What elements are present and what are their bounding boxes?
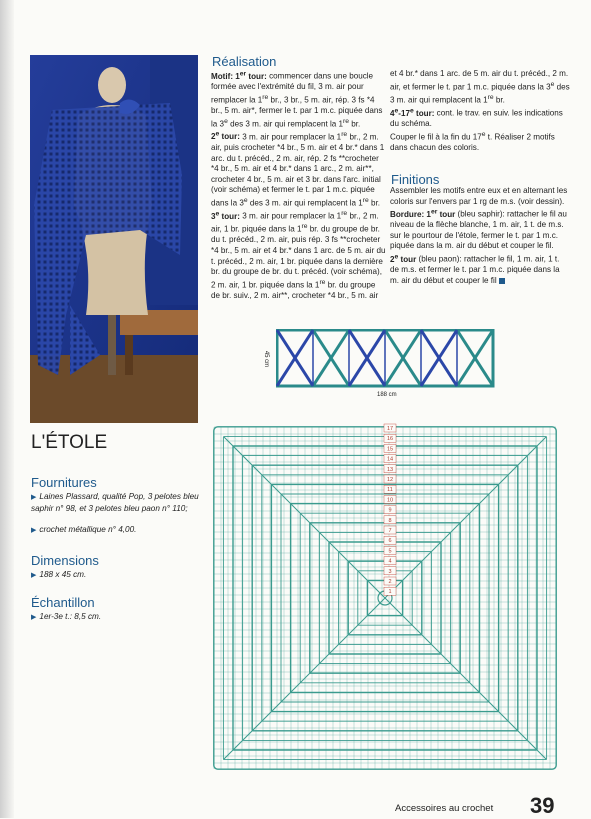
shawl-photo: [30, 55, 198, 423]
finitions-body: Assembler les motifs entre eux et en alternant les coloris sur l'envers par 1 rg de m.s. (voir dessin). Bordure: 1er tour (bleu saphir): rattacher le fil au niveau de la flèche blanche, 1 m. air, 1 t. de m.s. sur le pourtour de l'étole, fermer le t. par 1 m.c. piquée dans la m. air du début et couper le fil. 2e tour (bleu paon): rattacher le fil, 1 m. air, 1 t. de m.s. et fermer le t. par 1 m.c. piquée dans la m. air du début et couper le fil: [390, 186, 568, 285]
schema-width-label: 188 cm: [377, 392, 397, 398]
fournitures-item-1-text: Laines Plassard, qualité Pop, 3 pelotes bleu saphir n° 98, et 3 pelotes bleu paon n° 110;: [31, 492, 199, 513]
fournitures-item-2-text: crochet métallique n° 4,00.: [39, 525, 137, 534]
bullet-icon: ▶: [31, 572, 37, 579]
svg-text:15: 15: [386, 446, 394, 453]
svg-text:13: 13: [386, 466, 394, 473]
realisation-text-col2: et 4 br.* dans 1 arc. de 5 m. air du t. précéd., 2 m. air, et fermer le t. par 1 m.c. piquée dans la 3e des 3 m. air qui remplacent la 1re br. 4e-17e tour: cont. le trav. en suiv. les indications du schéma. Couper le fil à la fin du 17e t. Réaliser 2 motifs dans chacun des coloris.: [390, 69, 570, 153]
footer-label: Accessoires au crochet: [395, 803, 494, 814]
dimensions-title: Dimensions: [31, 553, 99, 568]
bullet-icon: ▶: [31, 527, 37, 534]
assembly-schema: [276, 329, 496, 394]
svg-text:3: 3: [388, 568, 392, 575]
svg-text:17: 17: [386, 426, 394, 432]
fournitures-item-1: [31, 491, 201, 514]
svg-text:2: 2: [388, 579, 392, 585]
finitions-title: Finitions: [391, 172, 440, 187]
echantillon-title: Échantillon: [31, 595, 95, 610]
svg-text:12: 12: [386, 477, 394, 483]
fournitures-item-2: [31, 524, 201, 536]
echantillon-item: [31, 611, 201, 623]
svg-text:10: 10: [386, 497, 394, 504]
realisation-title: Réalisation: [212, 54, 277, 69]
svg-text:5: 5: [388, 548, 392, 555]
svg-text:4: 4: [388, 558, 392, 565]
crochet-chart: [210, 423, 560, 778]
project-title: L'ÉTOLE: [31, 432, 108, 453]
svg-text:6: 6: [388, 538, 392, 545]
end-mark: [499, 278, 505, 284]
svg-text:16: 16: [386, 436, 394, 443]
svg-text:7: 7: [388, 528, 392, 534]
schema-height-label: 45 cm: [263, 350, 270, 368]
svg-text:11: 11: [387, 487, 393, 494]
svg-text:8: 8: [388, 517, 392, 524]
svg-text:1: 1: [388, 589, 392, 596]
page-number: 39: [530, 793, 555, 818]
finitions-text: [390, 186, 570, 286]
page-binding: [0, 0, 14, 818]
dimensions-text: 188 x 45 cm.: [39, 570, 87, 579]
bullet-icon: ▶: [31, 494, 37, 501]
echantillon-text: 1er-3e t.: 8,5 cm.: [39, 612, 102, 621]
svg-text:9: 9: [388, 507, 392, 514]
bullet-icon: ▶: [31, 614, 37, 621]
fournitures-title: Fournitures: [31, 475, 97, 490]
dimensions-item: [31, 569, 201, 581]
svg-text:14: 14: [386, 456, 394, 463]
realisation-text-col1: Motif: 1er tour: commencer dans une boucle formée avec l'extrémité du fil, 3 m. air pour remplacer la 1re br., 3 br., 5 m. air, rép. 3 fs *4 br., 5 m. air*, fermer le t. par 1 m.c. piquée dans la 3e des 3 m. air qui remplacent la 1re br. 2e tour: 3 m. air pour remplacer la 1re br., 2 m. air, puis crocheter *4 br., 5 m. air et 4 br.* dans 1 arc. du t. précéd., 2 m. air, rép. 2 fs **crocheter *4 br., 5 m. air et 4 br.* dans 1 arc., 2 m. air**, crocheter 4 br., 5 m. air et 3 br. dans l'arc. initial (voir schéma) et fermer le t. par 1 m.c. piquée dans la 3e des 3 m. air qui remplacent la 1re br. 3e tour: 3 m. air pour remplacer la 1re br., 2 m. air, 1 br. piquée dans la 1re br. du groupe de br. du t. précéd., 2 m. air, puis rép. 3 fs **crocheter *4 br., 5 m. air et 4 br.* dans 1 arc. de 5 m. air du t. précéd., 2 m. air, 1 br. piquée dans la dernière br. du groupe de br. du t. précéd. (voir schéma), 2 m. air, 1 br. piquée dans la 1re br. du groupe de br. suiv., 2 m. air**, crocheter *4 br., 5 m. air: [211, 70, 386, 300]
